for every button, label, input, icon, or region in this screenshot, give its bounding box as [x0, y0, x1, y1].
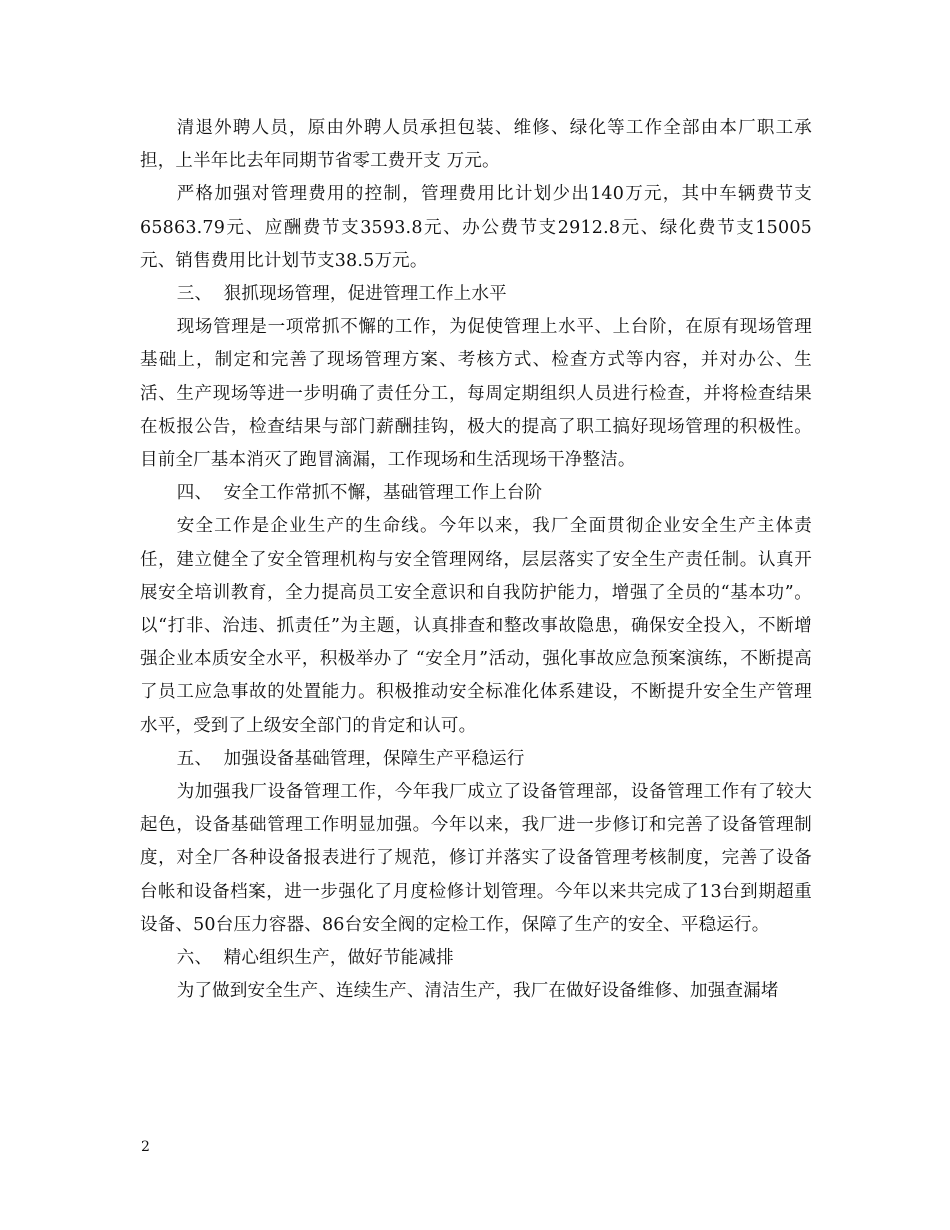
paragraph-production-organization: 为了做到安全生产、连续生产、清洁生产，我厂在做好设备维修、加强查漏堵 — [176, 981, 779, 1002]
paragraph-management-costs: 严格加强对管理费用的控制，管理费用比计划少出140万元，其中车辆费节支65863.79元、应酬费节支3593.8元、办公费节支2912.8元、绿化费节支15005元、销售费用比计划节支38.5万元。 — [140, 184, 812, 271]
paragraph-equipment-management: 为加强我厂设备管理工作，今年我厂成立了设备管理部，设备管理工作有了较大起色，设备基础管理工作明显加强。今年以来，我厂进一步修订和完善了设备管理制度，对全厂各种设备报表进行了规范，修订并落实了设备管理考核制度，完善了设备台帐和设备档案，进一步强化了月度检修计划管理。今年以来共完成了13台到期超重设备、50台压力容器、86台安全阀的定检工作，保障了生产的安全、平稳运行。 — [140, 782, 812, 935]
paragraph-safety-work: 安全工作是企业生产的生命线。今年以来，我厂全面贯彻企业安全生产主体责任，建立健全了安全管理机构与安全管理网络，层层落实了安全生产责任制。认真开展安全培训教育，全力提高员工安全意识和自我防护能力，增强了全员的“基本功”。 以“打非、治违、抓责任”为主题，认真排查和整改事故隐患，确保安全投入，不断增强企业本质安全水平，积极举办了 “安全月”活动，强化事故应急预案演练，不断提高了员工应急事故的处置能力。积极推动安全标准化体系建设，不断提升安全生产管理水平，受到了上级安全部门的肯定和认可。 — [140, 516, 812, 736]
paragraph-outsourced-staff: 清退外聘人员，原由外聘人员承担包装、维修、绿化等工作全部由本厂职工承担，上半年比去年同期节省零工费开支 万元。 — [140, 118, 812, 172]
document-body — [140, 112, 812, 1008]
section-heading-6: 六、 精心组织生产，做好节能减排 — [176, 948, 454, 969]
section-heading-3: 三、 狠抓现场管理，促进管理工作上水平 — [176, 284, 507, 305]
section-heading-5: 五、 加强设备基础管理，保障生产平稳运行 — [176, 748, 525, 769]
section-heading-4: 四、 安全工作常抓不懈，基础管理工作上台阶 — [176, 483, 543, 504]
paragraph-site-management: 现场管理是一项常抓不懈的工作，为促使管理上水平、上台阶，在原有现场管理基础上，制定和完善了现场管理方案、考核方式、检查方式等内容，并对办公、生活、生产现场等进一步明确了责任分工，每周定期组织人员进行检查，并将检查结果在板报公告，检查结果与部门薪酬挂钩，极大的提高了职工搞好现场管理的积极性。目前全厂基本消灭了跑冒滴漏，工作现场和生活现场干净整洁。 — [140, 317, 812, 471]
page-number: 2 — [141, 1139, 150, 1155]
